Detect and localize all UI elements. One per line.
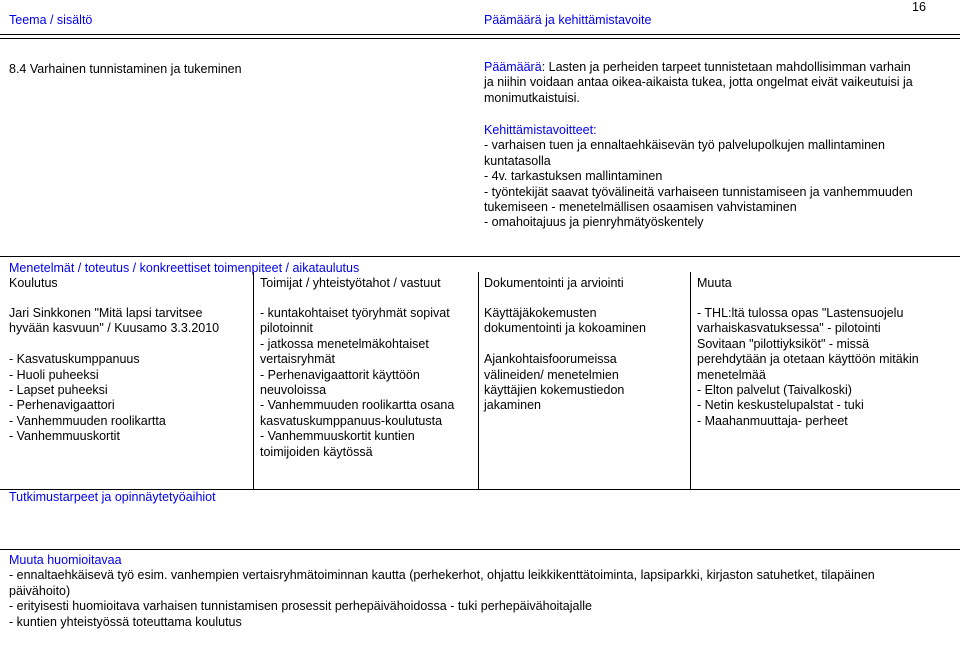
training-line-8: - Vanhemmuuden roolikartta bbox=[9, 413, 166, 428]
documentation-line-3 bbox=[484, 337, 646, 352]
header-middle-title: Päämäärä ja kehittämistavoite bbox=[484, 13, 652, 27]
notes-block bbox=[9, 553, 875, 630]
training-column bbox=[9, 306, 219, 445]
training-line-2: hyvään kasvuun" / Kuusamo 3.3.2010 bbox=[9, 321, 220, 336]
training-line-9: - Vanhemmuuskortit bbox=[9, 429, 120, 444]
target-line-4: - työntekijät saavat työvälineitä varhaiseen tunnistamiseen ja vanhemmuuden bbox=[484, 184, 913, 199]
target-line-1: - varhaisen tuen ja ennaltaehkäisevän työ palvelupolkujen mallintaminen bbox=[484, 138, 885, 153]
goal-line-3: monimutkaistuisi. bbox=[484, 90, 580, 105]
other-line-8: - Maahanmuuttaja- perheet bbox=[697, 413, 848, 428]
actors-line-2: pilotoinnit bbox=[260, 321, 313, 336]
notes-line-1: - ennaltaehkäisevä työ esim. vanhempien vertaisryhmätoiminnan kautta (perhekerhot, ohjattu leikkikenttätoiminta, lapsiparkki, kirjaston satuhetket, tilapäinen bbox=[9, 568, 875, 583]
other-line-7: - Netin keskustelupalstat - tuki bbox=[697, 398, 864, 413]
column-header-training: Koulutus bbox=[9, 276, 58, 290]
methods-heading: Menetelmät / toteutus / konkreettiset toimenpiteet / aikataulutus bbox=[9, 261, 360, 275]
target-line-3: - 4v. tarkastuksen mallintaminen bbox=[484, 169, 663, 184]
research-heading: Tutkimustarpeet ja opinnäytetyöaihiot bbox=[9, 490, 216, 504]
column-header-other: Muuta bbox=[697, 276, 732, 290]
other-line-2: varhaiskasvatuksessa" - pilotointi bbox=[697, 321, 881, 336]
notes-line-4: - kuntien yhteistyössä toteuttama koulutus bbox=[9, 614, 242, 629]
actors-line-7: - Vanhemmuuden roolikartta osana bbox=[260, 398, 455, 413]
target-line-2: kuntatasolla bbox=[484, 153, 551, 168]
notes-line-2: päivähoito) bbox=[9, 583, 71, 598]
documentation-line-7: jakaminen bbox=[484, 398, 541, 413]
training-line-3 bbox=[9, 337, 219, 352]
other-line-3: Sovitaan "pilottiyksiköt" - missä bbox=[697, 336, 870, 351]
training-line-5: - Huoli puheeksi bbox=[9, 367, 99, 382]
documentation-line-5: välineiden/ menetelmien bbox=[484, 367, 619, 382]
actors-line-9: - Vanhemmuuskortit kuntien bbox=[260, 429, 415, 444]
targets-heading: Kehittämistavoitteet: bbox=[484, 123, 597, 137]
column-divider-1 bbox=[253, 272, 254, 490]
actors-column bbox=[260, 306, 454, 460]
actors-line-8: kasvatuskumppanuus-koulutusta bbox=[260, 413, 443, 428]
actors-line-5: - Perhenavigaattorit käyttöön bbox=[260, 367, 420, 382]
column-divider-2 bbox=[478, 272, 479, 490]
column-header-actors: Toimijat / yhteistyötahot / vastuut bbox=[260, 276, 441, 290]
documentation-column bbox=[484, 306, 646, 414]
column-divider-3 bbox=[690, 272, 691, 490]
actors-line-1: - kuntakohtaiset työryhmät sopivat bbox=[260, 306, 450, 320]
page-number: 16 bbox=[912, 0, 926, 14]
other-line-1: - THL:ltä tulossa opas "Lastensuojelu bbox=[697, 306, 904, 320]
column-header-documentation: Dokumentointi ja arviointi bbox=[484, 276, 624, 290]
target-line-5: tukemiseen - menetelmällisen osaamisen vahvistaminen bbox=[484, 200, 797, 215]
other-line-6: - Elton palvelut (Taivalkoski) bbox=[697, 383, 852, 398]
methods-rule bbox=[0, 256, 960, 257]
other-column bbox=[697, 306, 919, 429]
header-rule-top bbox=[0, 34, 960, 35]
documentation-line-4: Ajankohtaisfoorumeissa bbox=[484, 352, 617, 367]
actors-line-3: - jatkossa menetelmäkohtaiset bbox=[260, 336, 429, 351]
goal-text-1: : Lasten ja perheiden tarpeet tunnistetaan mahdollisimman varhain bbox=[541, 60, 911, 74]
section-title: 8.4 Varhainen tunnistaminen ja tukeminen bbox=[9, 62, 242, 76]
documentation-line-6: käyttäjien kokemustiedon bbox=[484, 383, 625, 398]
actors-line-6: neuvoloissa bbox=[260, 383, 327, 398]
target-line-6: - omahoitajuus ja pienryhmätyöskentely bbox=[484, 215, 704, 230]
training-line-1: Jari Sinkkonen "Mitä lapsi tarvitsee bbox=[9, 306, 203, 320]
documentation-line-2: dokumentointi ja kokoaminen bbox=[484, 321, 646, 336]
training-line-4: - Kasvatuskumppanuus bbox=[9, 352, 140, 367]
other-line-4: perehdytään ja otetaan käyttöön mitäkin bbox=[697, 352, 919, 367]
notes-line-3: - erityisesti huomioitava varhaisen tunnistamisen prosessit perhepäivähoidossa - tuki perhepäivähoitajalle bbox=[9, 599, 592, 614]
other-line-5: menetelmää bbox=[697, 367, 766, 382]
goal-label: Päämäärä bbox=[484, 60, 542, 74]
header-left-title: Teema / sisältö bbox=[9, 13, 93, 27]
notes-rule bbox=[0, 549, 960, 550]
notes-heading: Muuta huomioitavaa bbox=[9, 553, 122, 567]
goal-line-1 bbox=[484, 60, 913, 75]
goal-block bbox=[484, 60, 913, 106]
training-line-7: - Perhenavigaattori bbox=[9, 398, 115, 413]
goal-line-2: ja niihin voidaan antaa oikea-aikaista tukea, jotta ongelmat eivät vaikeutuisi ja bbox=[484, 75, 913, 90]
actors-line-4: vertaisryhmät bbox=[260, 352, 336, 367]
targets-block bbox=[484, 123, 913, 231]
actors-line-10: toimijoiden käytössä bbox=[260, 444, 373, 459]
header-rule-bottom bbox=[0, 38, 960, 39]
documentation-line-1: Käyttäjäkokemusten bbox=[484, 306, 597, 320]
training-line-6: - Lapset puheeksi bbox=[9, 383, 108, 398]
